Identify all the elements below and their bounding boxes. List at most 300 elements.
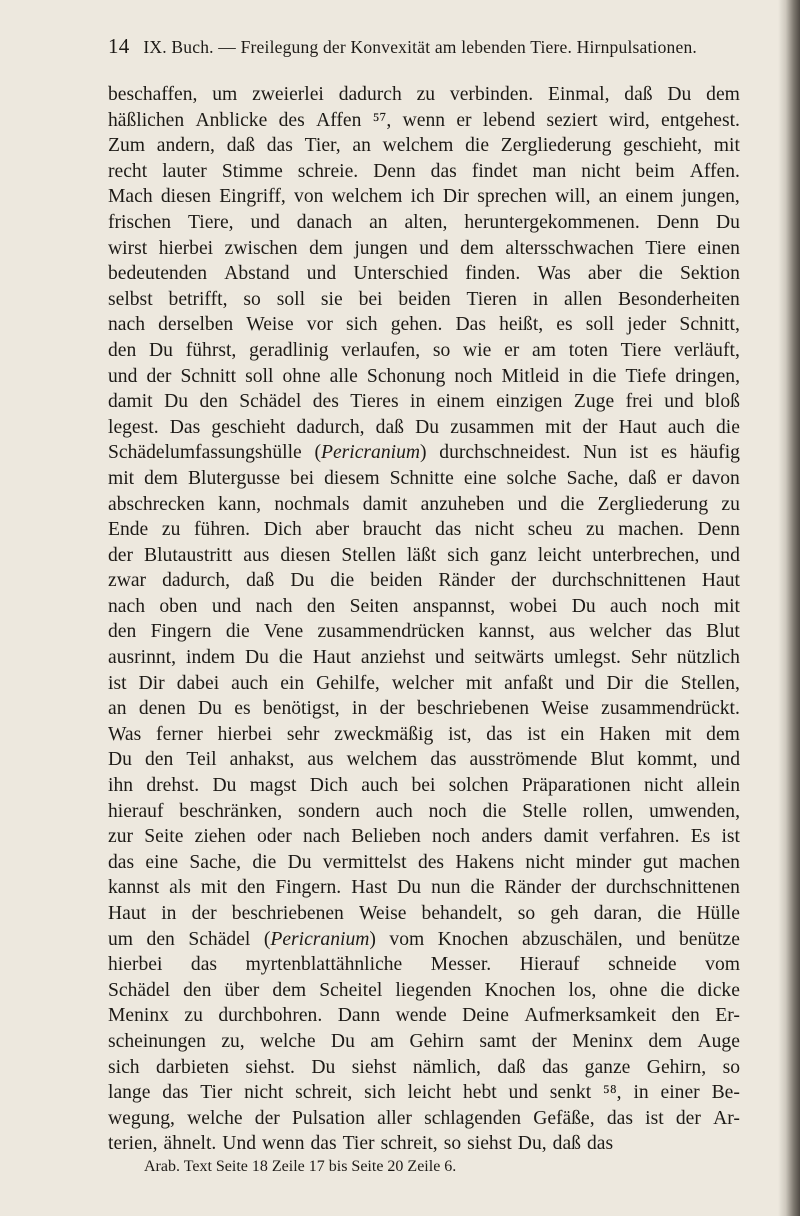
word: Denn: [656, 211, 700, 233]
text-line: [108, 773, 740, 799]
text-line: [108, 133, 740, 159]
word: Teil: [186, 749, 217, 771]
word: soll: [585, 314, 615, 336]
word: anspannst,: [412, 595, 496, 617]
text-line: [108, 645, 740, 671]
word: toten: [568, 339, 608, 361]
word: vom: [389, 928, 425, 950]
word: er: [504, 339, 520, 361]
word: bei: [358, 288, 383, 310]
word: Scheitel: [319, 979, 383, 1001]
word: daran,: [593, 903, 643, 924]
text-line: [108, 1003, 740, 1029]
word: Schädel: [188, 928, 251, 950]
word: allein: [696, 775, 740, 797]
word: sie: [320, 288, 343, 310]
text-line: [108, 952, 740, 978]
word: beim: [635, 160, 675, 182]
text-line: [108, 415, 740, 441]
word: nochmals: [274, 493, 350, 515]
word: Vene: [264, 621, 304, 643]
word: daß: [226, 135, 255, 157]
word: Das: [455, 314, 486, 336]
word: Aufmerksamkeit: [524, 1005, 657, 1027]
word: mit: [108, 467, 135, 489]
word: seziert: [546, 109, 598, 131]
word: wenn: [262, 1133, 305, 1155]
word: läßt: [406, 544, 437, 566]
word: kannst: [108, 877, 160, 899]
text-line: [108, 82, 740, 108]
word: Ende: [108, 519, 149, 541]
word: anfaßt: [504, 672, 554, 694]
word: altersschwachen: [505, 237, 634, 259]
word: es: [660, 442, 678, 464]
word: Gehirn: [409, 1030, 464, 1052]
word: der: [254, 1107, 280, 1129]
word: es: [234, 698, 251, 720]
page-edge-shadow: [778, 0, 800, 1216]
word: in: [633, 1082, 649, 1104]
word: und: [508, 1082, 538, 1104]
text-line: [108, 440, 740, 466]
word: Unterschied: [353, 263, 449, 285]
word: lauter: [162, 160, 207, 182]
word: scheu: [527, 519, 573, 541]
word: Schonung: [366, 365, 446, 387]
text-line: [108, 799, 740, 825]
word: Nun: [583, 442, 617, 464]
word: terien,: [108, 1133, 158, 1155]
word: nach: [108, 595, 145, 617]
word: ohne: [282, 365, 321, 387]
word: Einmal,: [547, 84, 610, 105]
word: dem: [706, 723, 740, 745]
word: Schädel: [108, 979, 171, 1001]
word: Blut: [706, 621, 740, 643]
word: Knochen: [484, 979, 556, 1001]
word: Zum: [108, 135, 146, 157]
word: abschrecken: [108, 493, 205, 515]
text-line: [108, 850, 740, 876]
word: Tier,: [304, 135, 341, 157]
word: an: [352, 135, 371, 157]
word: frei: [625, 391, 653, 413]
word: Du: [415, 416, 440, 438]
word: Du,: [517, 1133, 547, 1155]
word: ist: [645, 1107, 664, 1129]
word: sprechen: [477, 186, 547, 208]
word: diesen: [160, 186, 211, 208]
word: nicht: [525, 851, 565, 873]
word: dem: [460, 237, 494, 259]
word: und: [565, 672, 595, 694]
word: so: [443, 1133, 462, 1155]
word: in: [410, 391, 426, 413]
word: Mach: [108, 186, 153, 208]
word: Sache,: [566, 467, 619, 489]
word: schreit,: [295, 1082, 353, 1104]
word: dem: [706, 84, 740, 105]
word: zur: [108, 826, 134, 848]
word: das: [606, 1107, 633, 1129]
word: das: [665, 621, 692, 643]
word: vom: [705, 954, 740, 976]
word: Seiten: [349, 595, 399, 617]
word: anhakst,: [229, 749, 295, 771]
word: durchbohren.: [218, 1005, 323, 1027]
word: hebt: [462, 1082, 497, 1104]
word: dabei: [176, 672, 220, 694]
word: ein: [560, 723, 585, 745]
text-line: [108, 312, 740, 338]
word: Was: [537, 263, 571, 285]
word: das: [542, 1056, 569, 1078]
word: so: [243, 288, 261, 310]
word: dadurch,: [162, 570, 231, 592]
word: andern,: [156, 135, 215, 157]
word: Meninx: [108, 1005, 169, 1027]
word: Du: [715, 211, 740, 233]
word: oder: [256, 826, 292, 848]
word: hierbei: [158, 237, 214, 259]
text-line: [108, 184, 740, 210]
word: Stellen: [341, 544, 396, 566]
word: wirst: [108, 237, 148, 259]
word: zweckmäßig: [334, 723, 434, 745]
word: der: [191, 903, 217, 924]
word: das: [586, 1133, 614, 1155]
text-line: [108, 338, 740, 364]
word: nach: [255, 595, 293, 617]
word: nach: [108, 314, 145, 336]
word: ⁵⁷,: [372, 109, 392, 131]
word: Stelle: [522, 800, 567, 822]
word: und: [419, 237, 449, 259]
word: Gehirn,: [646, 1056, 707, 1078]
word: Tiere: [645, 237, 686, 259]
word: allen: [564, 288, 603, 310]
word: heißt,: [499, 314, 544, 336]
word: diesen: [280, 544, 331, 566]
word: die: [715, 416, 740, 438]
word: und: [664, 391, 694, 413]
word: das: [162, 1082, 189, 1104]
word: zu: [721, 493, 740, 515]
word: unterbrechen,: [592, 544, 700, 566]
word: Dir: [442, 186, 469, 208]
word: das: [190, 954, 218, 976]
word: das: [430, 160, 457, 182]
word: magst: [249, 775, 297, 797]
word: den: [671, 1005, 700, 1027]
word: behandelt,: [421, 903, 503, 924]
word: Ränder: [438, 570, 496, 592]
word: diesem: [324, 467, 380, 489]
word: darbieten: [156, 1056, 229, 1078]
word: den: [306, 595, 336, 617]
word: Zergliederung: [500, 135, 612, 157]
word: auch: [667, 416, 705, 438]
word: durchschnittenen: [606, 877, 740, 899]
word: der: [675, 1107, 701, 1129]
word: wenn: [402, 109, 446, 131]
word: eine: [463, 467, 497, 489]
word: und: [710, 544, 740, 566]
word: vermittelst: [322, 851, 407, 873]
text-line: [108, 927, 740, 953]
word: recht: [108, 160, 148, 182]
word: zusammendrücken: [317, 621, 465, 643]
word: senkt: [549, 1082, 592, 1104]
text-line: [108, 747, 740, 773]
word: einzigen: [496, 391, 563, 413]
word: dringen,: [675, 365, 740, 387]
word: Du: [197, 698, 222, 720]
word: sich: [447, 544, 479, 566]
word: Tieres: [350, 391, 399, 413]
word: und: [250, 211, 280, 233]
word: Haut: [618, 416, 657, 438]
word: wird,: [608, 109, 650, 131]
word: Denn: [697, 519, 740, 541]
word: beschränken,: [179, 800, 283, 822]
word: beiden: [398, 288, 451, 310]
word: Schädel: [239, 391, 302, 413]
word: aus: [307, 749, 334, 771]
word: Messer.: [430, 954, 492, 976]
word: wende: [395, 1005, 447, 1027]
word: Besonderheiten: [617, 288, 740, 310]
word: Zergliederung: [597, 493, 709, 515]
word: ähnelt.: [163, 1133, 217, 1155]
word: Be-: [711, 1082, 740, 1104]
word: leicht: [537, 544, 582, 566]
word: von: [294, 186, 324, 208]
word: aus: [243, 544, 270, 566]
word: entgehest.: [661, 109, 740, 131]
word: auch: [231, 672, 269, 694]
word: um: [212, 84, 238, 105]
word: Knochen: [437, 928, 509, 950]
word: aller: [377, 1107, 412, 1129]
word: welche: [260, 1030, 316, 1052]
word: benötigst,: [262, 698, 340, 720]
word: jeder: [627, 314, 667, 336]
word: Du: [149, 339, 173, 361]
word: durchschnittenen: [552, 570, 686, 592]
word: abzuschälen,: [521, 928, 623, 950]
text-line: [108, 287, 740, 313]
word: Tiere,: [188, 211, 234, 233]
word: den: [108, 621, 137, 643]
word: Du: [290, 570, 315, 592]
word: ihn: [108, 775, 134, 797]
text-line: [108, 901, 740, 927]
word: Du: [108, 749, 132, 771]
word: Haken: [599, 723, 651, 745]
word: Hakens: [455, 851, 515, 873]
word: einem: [625, 186, 674, 208]
text-line: [108, 236, 740, 262]
word: Du: [311, 1056, 336, 1078]
word: gut: [642, 851, 668, 873]
word: Tier: [342, 1133, 375, 1155]
word: Seite: [144, 826, 184, 848]
word: Fingern.: [275, 877, 342, 899]
word: nicht: [643, 775, 684, 797]
word: samt: [479, 1030, 517, 1052]
word: anders: [481, 826, 533, 848]
word: welchem: [331, 186, 403, 208]
word: mit: [200, 877, 228, 899]
word: nicht: [474, 519, 515, 541]
word: betrifft,: [168, 288, 228, 310]
word: der: [531, 1030, 557, 1052]
word: oben: [159, 595, 198, 617]
word: Sektion: [680, 263, 740, 285]
word: welchem: [382, 135, 454, 157]
text-line: [108, 594, 740, 620]
word: Er-: [715, 1005, 740, 1027]
word: bloß: [705, 391, 740, 413]
word: Pulsation: [292, 1107, 365, 1129]
word: schlagenden: [424, 1107, 521, 1129]
word: siehst: [467, 1133, 512, 1155]
word: seitwärts: [474, 647, 545, 669]
word: beschriebenen: [417, 698, 530, 720]
text-line: [108, 389, 740, 415]
word: das: [435, 519, 462, 541]
word: und: [435, 647, 465, 669]
word: der: [108, 544, 134, 566]
word: Hülle: [696, 903, 740, 924]
word: Schnitte: [389, 467, 454, 489]
text-line: [108, 543, 740, 569]
word: Tier: [200, 1082, 233, 1104]
word: aber: [315, 519, 350, 541]
word: der: [379, 698, 405, 720]
word: solche: [506, 467, 557, 489]
word: das: [266, 135, 293, 157]
word: nützlich: [676, 647, 740, 669]
word: ohne: [609, 979, 648, 1001]
word: siehst: [351, 1056, 397, 1078]
word: hierauf: [108, 800, 164, 822]
word: wobei: [509, 595, 558, 617]
word: Dir: [606, 672, 633, 694]
word: und: [306, 263, 337, 285]
word: schneide: [608, 954, 677, 976]
word: daß: [552, 1133, 581, 1155]
text-line: [108, 1029, 740, 1055]
word: Mitleid: [501, 365, 560, 387]
word: ganz: [489, 544, 527, 566]
word: selbst: [108, 288, 153, 310]
word: mit: [713, 135, 740, 157]
word: häßlichen: [108, 109, 185, 131]
word: damit: [362, 493, 408, 515]
word: davon: [691, 467, 740, 489]
word: Präparationen: [521, 775, 631, 797]
word: kann,: [218, 493, 262, 515]
word: ausrinnt,: [108, 647, 177, 669]
word: durchschneidest.: [439, 442, 571, 464]
word: Meninx: [572, 1030, 634, 1052]
word: aber: [587, 263, 622, 285]
word: Du: [571, 595, 596, 617]
word: Was: [108, 723, 142, 745]
word: sich: [346, 314, 378, 336]
word: Belieben: [351, 826, 421, 848]
text-line: [108, 722, 740, 748]
word: zu: [184, 1005, 203, 1027]
word: legest.: [108, 416, 159, 438]
word: Hast: [351, 877, 388, 899]
word: wie: [463, 339, 492, 361]
word: in: [161, 903, 177, 924]
page-number: 14: [108, 34, 130, 58]
word: minder: [575, 851, 632, 873]
word: an: [369, 211, 388, 233]
word: ein: [280, 672, 305, 694]
word: Sehr: [630, 647, 667, 669]
word: der: [582, 416, 608, 438]
word: welche: [187, 1107, 243, 1129]
word: schreie.: [297, 160, 359, 182]
word: er: [456, 109, 472, 131]
word: geschieht: [211, 416, 286, 438]
word: alten,: [404, 211, 448, 233]
word: noch: [454, 365, 493, 387]
word: findet: [471, 160, 518, 182]
word: Du: [164, 391, 189, 413]
word: einen: [697, 237, 740, 259]
word: um: [108, 928, 134, 950]
word: anzuheben: [420, 493, 505, 515]
word: derselben: [158, 314, 234, 336]
word: drehst.: [146, 775, 200, 797]
word: Hierauf: [519, 954, 580, 976]
word: daß: [375, 416, 404, 438]
running-header: [108, 34, 708, 59]
text-line: [108, 466, 740, 492]
word: eine: [145, 851, 179, 873]
word: ist: [629, 442, 649, 464]
word: Und: [222, 1133, 257, 1155]
word: es: [556, 314, 573, 336]
word: braucht: [362, 519, 422, 541]
word: zusammen: [450, 416, 534, 438]
word: Dich: [309, 775, 348, 797]
word: die: [470, 877, 495, 899]
text-line: [108, 619, 740, 645]
word: Sache,: [189, 851, 242, 873]
word: Haut: [312, 647, 351, 669]
word: nämlich,: [412, 1056, 481, 1078]
word: Stimme: [221, 160, 283, 182]
word: den: [145, 749, 174, 771]
word: jungen,: [681, 186, 740, 208]
word: dicke: [697, 979, 740, 1001]
word: des: [312, 391, 339, 413]
word: indem: [186, 647, 235, 669]
word: machen: [679, 851, 740, 873]
word: dadurch,: [296, 416, 365, 438]
word: führst,: [185, 339, 237, 361]
word: mit: [545, 416, 572, 438]
word: Tiere: [620, 339, 662, 361]
